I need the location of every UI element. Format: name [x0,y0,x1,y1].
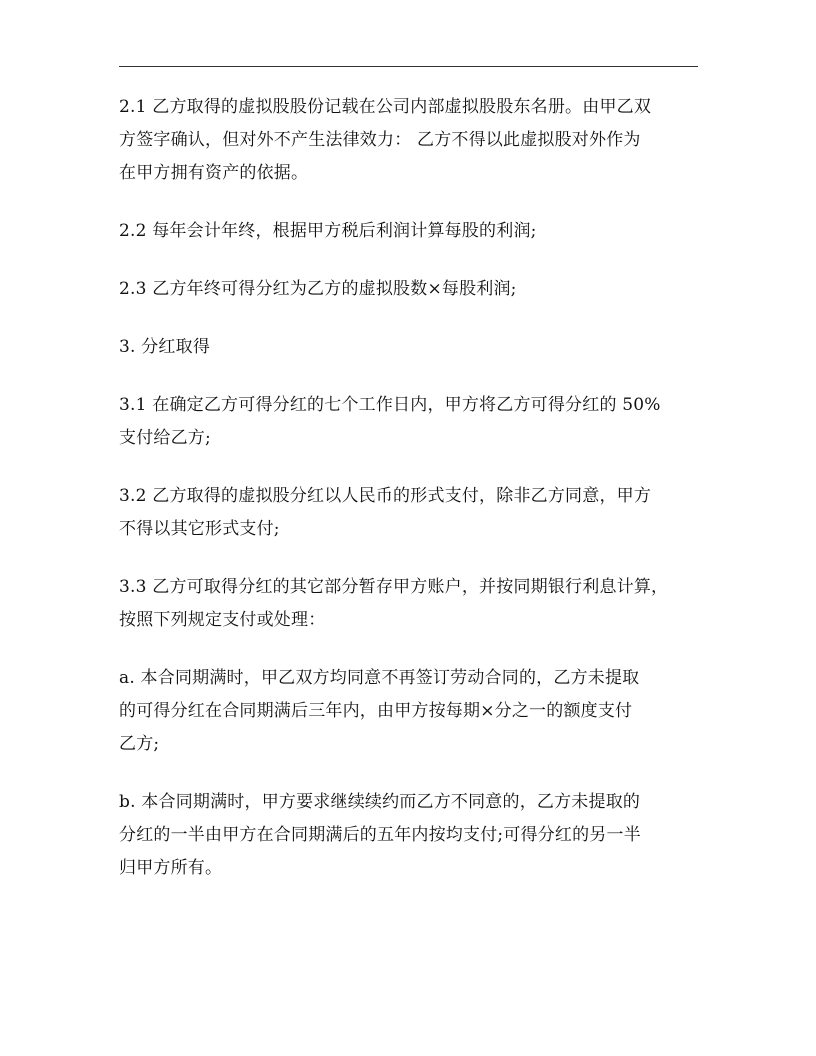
paragraph [119,331,709,364]
text-line: 3.1 在确定乙方可得分红的七个工作日内，甲方将乙方可得分红的 50% [119,395,661,415]
text-line: b. 本合同期满时，甲方要求继续续约而乙方不同意的，乙方未提取的 [119,792,641,812]
text-line: 归甲方所有。 [119,858,223,878]
text-line: 支付给乙方; [119,428,211,448]
text-line: 按照下列规定支付或处理： [119,610,326,630]
paragraph [119,389,709,455]
text-line: 方签字确认，但对外不产生法律效力： 乙方不得以此虚拟股对外作为 [119,130,641,150]
text-line: 2.3 乙方年终可得分红为乙方的虚拟股数×每股利润; [119,279,517,299]
header-rule [119,66,698,67]
text-line: 的可得分红在合同期满后三年内，由甲方按每期×分之一的额度支付 [119,701,633,721]
paragraph [119,91,709,190]
paragraph [119,786,709,885]
text-line: 2.2 每年会计年终，根据甲方税后利润计算每股的利润; [119,221,537,241]
text-line: 2.1 乙方取得的虚拟股股份记载在公司内部虚拟股股东名册。由甲乙双 [119,97,652,117]
paragraph [119,215,709,248]
text-line: 在甲方拥有资产的依据。 [119,163,309,183]
text-line: 3.3 乙方可取得分红的其它部分暂存甲方账户，并按同期银行利息计算， [119,577,669,597]
text-line: 不得以其它形式支付; [119,519,280,539]
text-line: a. 本合同期满时，甲乙双方均同意不再签订劳动合同的，乙方未提取 [119,668,640,688]
text-line: 3.2 乙方取得的虚拟股分红以人民币的形式支付，除非乙方同意，甲方 [119,486,652,506]
paragraph [119,662,709,761]
document-body [119,91,709,910]
paragraph [119,571,709,637]
text-line: 分红的一半由甲方在合同期满后的五年内按均支付;可得分红的另一半 [119,825,641,845]
text-line: 3. 分红取得 [119,337,211,357]
text-line: 乙方; [119,734,160,754]
paragraph [119,480,709,546]
paragraph [119,273,709,306]
